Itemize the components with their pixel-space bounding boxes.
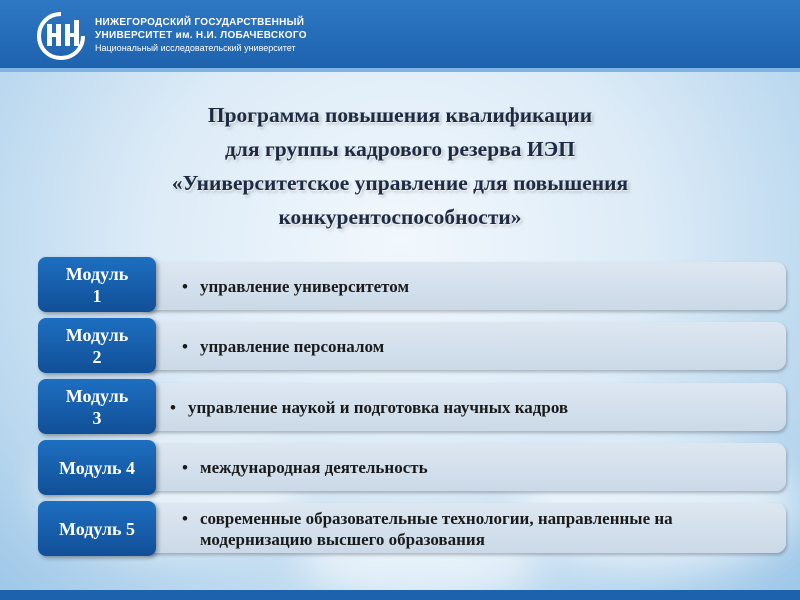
slide-title bbox=[80, 98, 720, 234]
module-number: 1 bbox=[92, 285, 102, 306]
module-number: 2 bbox=[92, 346, 102, 367]
module-5-badge bbox=[38, 501, 156, 556]
bullet: • bbox=[182, 509, 188, 528]
module-4-badge bbox=[38, 440, 156, 495]
module-1-item bbox=[182, 276, 409, 297]
bullet: • bbox=[170, 398, 176, 417]
bullet: • bbox=[182, 458, 188, 477]
module-label: Модуль bbox=[65, 263, 129, 284]
module-3-badge bbox=[38, 379, 156, 434]
module-label: Модуль 4 bbox=[58, 457, 135, 478]
title-line: конкурентоспособности» bbox=[278, 205, 522, 229]
module-label: Модуль bbox=[65, 385, 129, 406]
module-number: 3 bbox=[92, 407, 102, 428]
header-banner bbox=[0, 0, 800, 68]
title-line: для группы кадрового резерва ИЭП bbox=[225, 137, 575, 161]
module-label: Модуль bbox=[65, 324, 129, 345]
footer-bar bbox=[0, 590, 800, 600]
module-3-item bbox=[170, 397, 568, 418]
university-name-line1: НИЖЕГОРОДСКИЙ ГОСУДАРСТВЕННЫЙ bbox=[95, 17, 305, 28]
module-1-badge bbox=[38, 257, 156, 312]
module-item-text: международная деятельность bbox=[200, 458, 428, 477]
title-line: «Университетское управление для повышения bbox=[171, 171, 629, 195]
module-2-badge bbox=[38, 318, 156, 373]
bullet: • bbox=[182, 337, 188, 356]
title-line: Программа повышения квалификации bbox=[207, 103, 593, 127]
university-name bbox=[95, 16, 307, 55]
module-item-text: управление персоналом bbox=[200, 337, 385, 356]
header-stripe bbox=[0, 68, 800, 72]
module-2-item bbox=[182, 336, 384, 357]
university-name-line2: УНИВЕРСИТЕТ им. Н.И. ЛОБАЧЕВСКОГО bbox=[95, 30, 307, 41]
university-subtitle: Национальный исследовательский университет bbox=[95, 43, 296, 53]
module-4-item bbox=[182, 457, 428, 478]
module-item-text: управление университетом bbox=[200, 277, 410, 296]
bullet: • bbox=[182, 277, 188, 296]
unn-logo-icon bbox=[36, 12, 86, 60]
module-item-text: управление наукой и подготовка научных кадров bbox=[188, 398, 569, 417]
module-label: Модуль 5 bbox=[58, 518, 135, 539]
module-5-item bbox=[182, 508, 762, 550]
module-item-text: современные образовательные технологии, направленные на модернизацию высшего образования bbox=[200, 509, 673, 549]
